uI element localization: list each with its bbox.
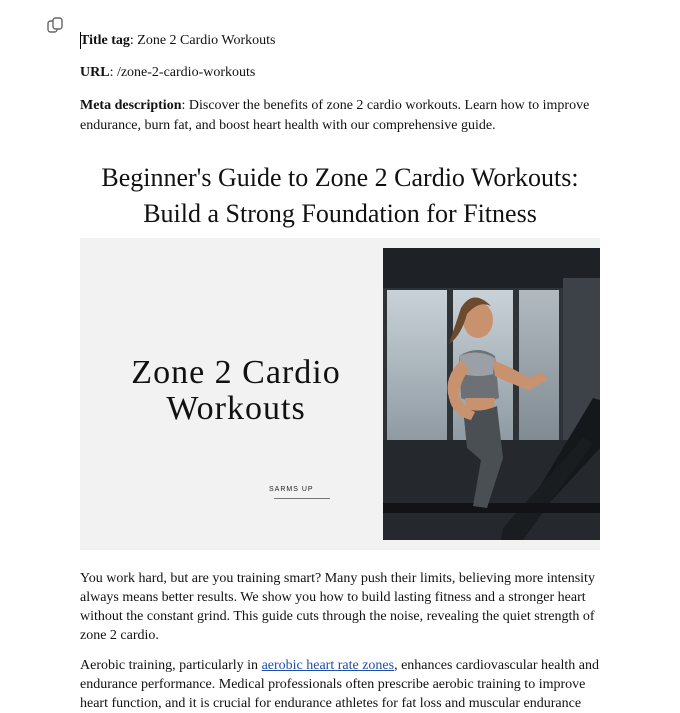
url-line <box>80 63 255 83</box>
meta-description-value: : Discover the benefits of zone 2 cardio workouts. Learn how to improve endurance, burn fat, and boost heart health with our comprehensive guide. <box>80 98 590 133</box>
hero-brand-underline <box>274 498 330 499</box>
url-label: URL <box>80 65 110 80</box>
aerobic-paragraph-start: Aerobic training, particularly in <box>80 658 262 673</box>
hero-brand: SARMS UP <box>269 486 314 493</box>
meta-description-line <box>80 96 600 136</box>
page-title-line-2: Build a Strong Foundation for Fitness <box>143 199 537 228</box>
intro-paragraph: You work hard, but are you training smart? Many push their limits, believing more intensity always means better results. We show you how to build lasting fitness and a stronger heart without the constant grind. This guide cuts through the noise, revealing the quiet strength of zone 2 cardio. <box>80 571 595 643</box>
copilot-icon[interactable] <box>46 16 64 34</box>
hero-image <box>80 238 600 550</box>
hero-title-line-1: Zone 2 Cardio <box>131 354 341 391</box>
page-title-line-1: Beginner's Guide to Zone 2 Cardio Workouts: <box>101 163 579 192</box>
aerobic-paragraph <box>80 656 600 713</box>
page-title <box>80 160 600 232</box>
url-value: : /zone-2-cardio-workouts <box>109 65 256 80</box>
runner-photo <box>383 248 600 540</box>
title-tag-line <box>80 31 276 51</box>
title-tag-value: : Zone 2 Cardio Workouts <box>129 33 276 48</box>
hero-title-line-2: Workouts <box>166 390 306 427</box>
hero-title <box>90 355 382 427</box>
aerobic-heart-rate-zones-link[interactable]: aerobic heart rate zones <box>261 658 395 673</box>
title-tag-label: Title tag <box>80 33 130 48</box>
aerobic-paragraph-end: , enhances cardiovascular health and endurance performance. Medical professionals often prescribe aerobic training to improve heart function, and it is crucial for endurance athletes for fat loss and muscular endurance <box>80 658 599 711</box>
meta-description-label: Meta description <box>80 98 182 113</box>
